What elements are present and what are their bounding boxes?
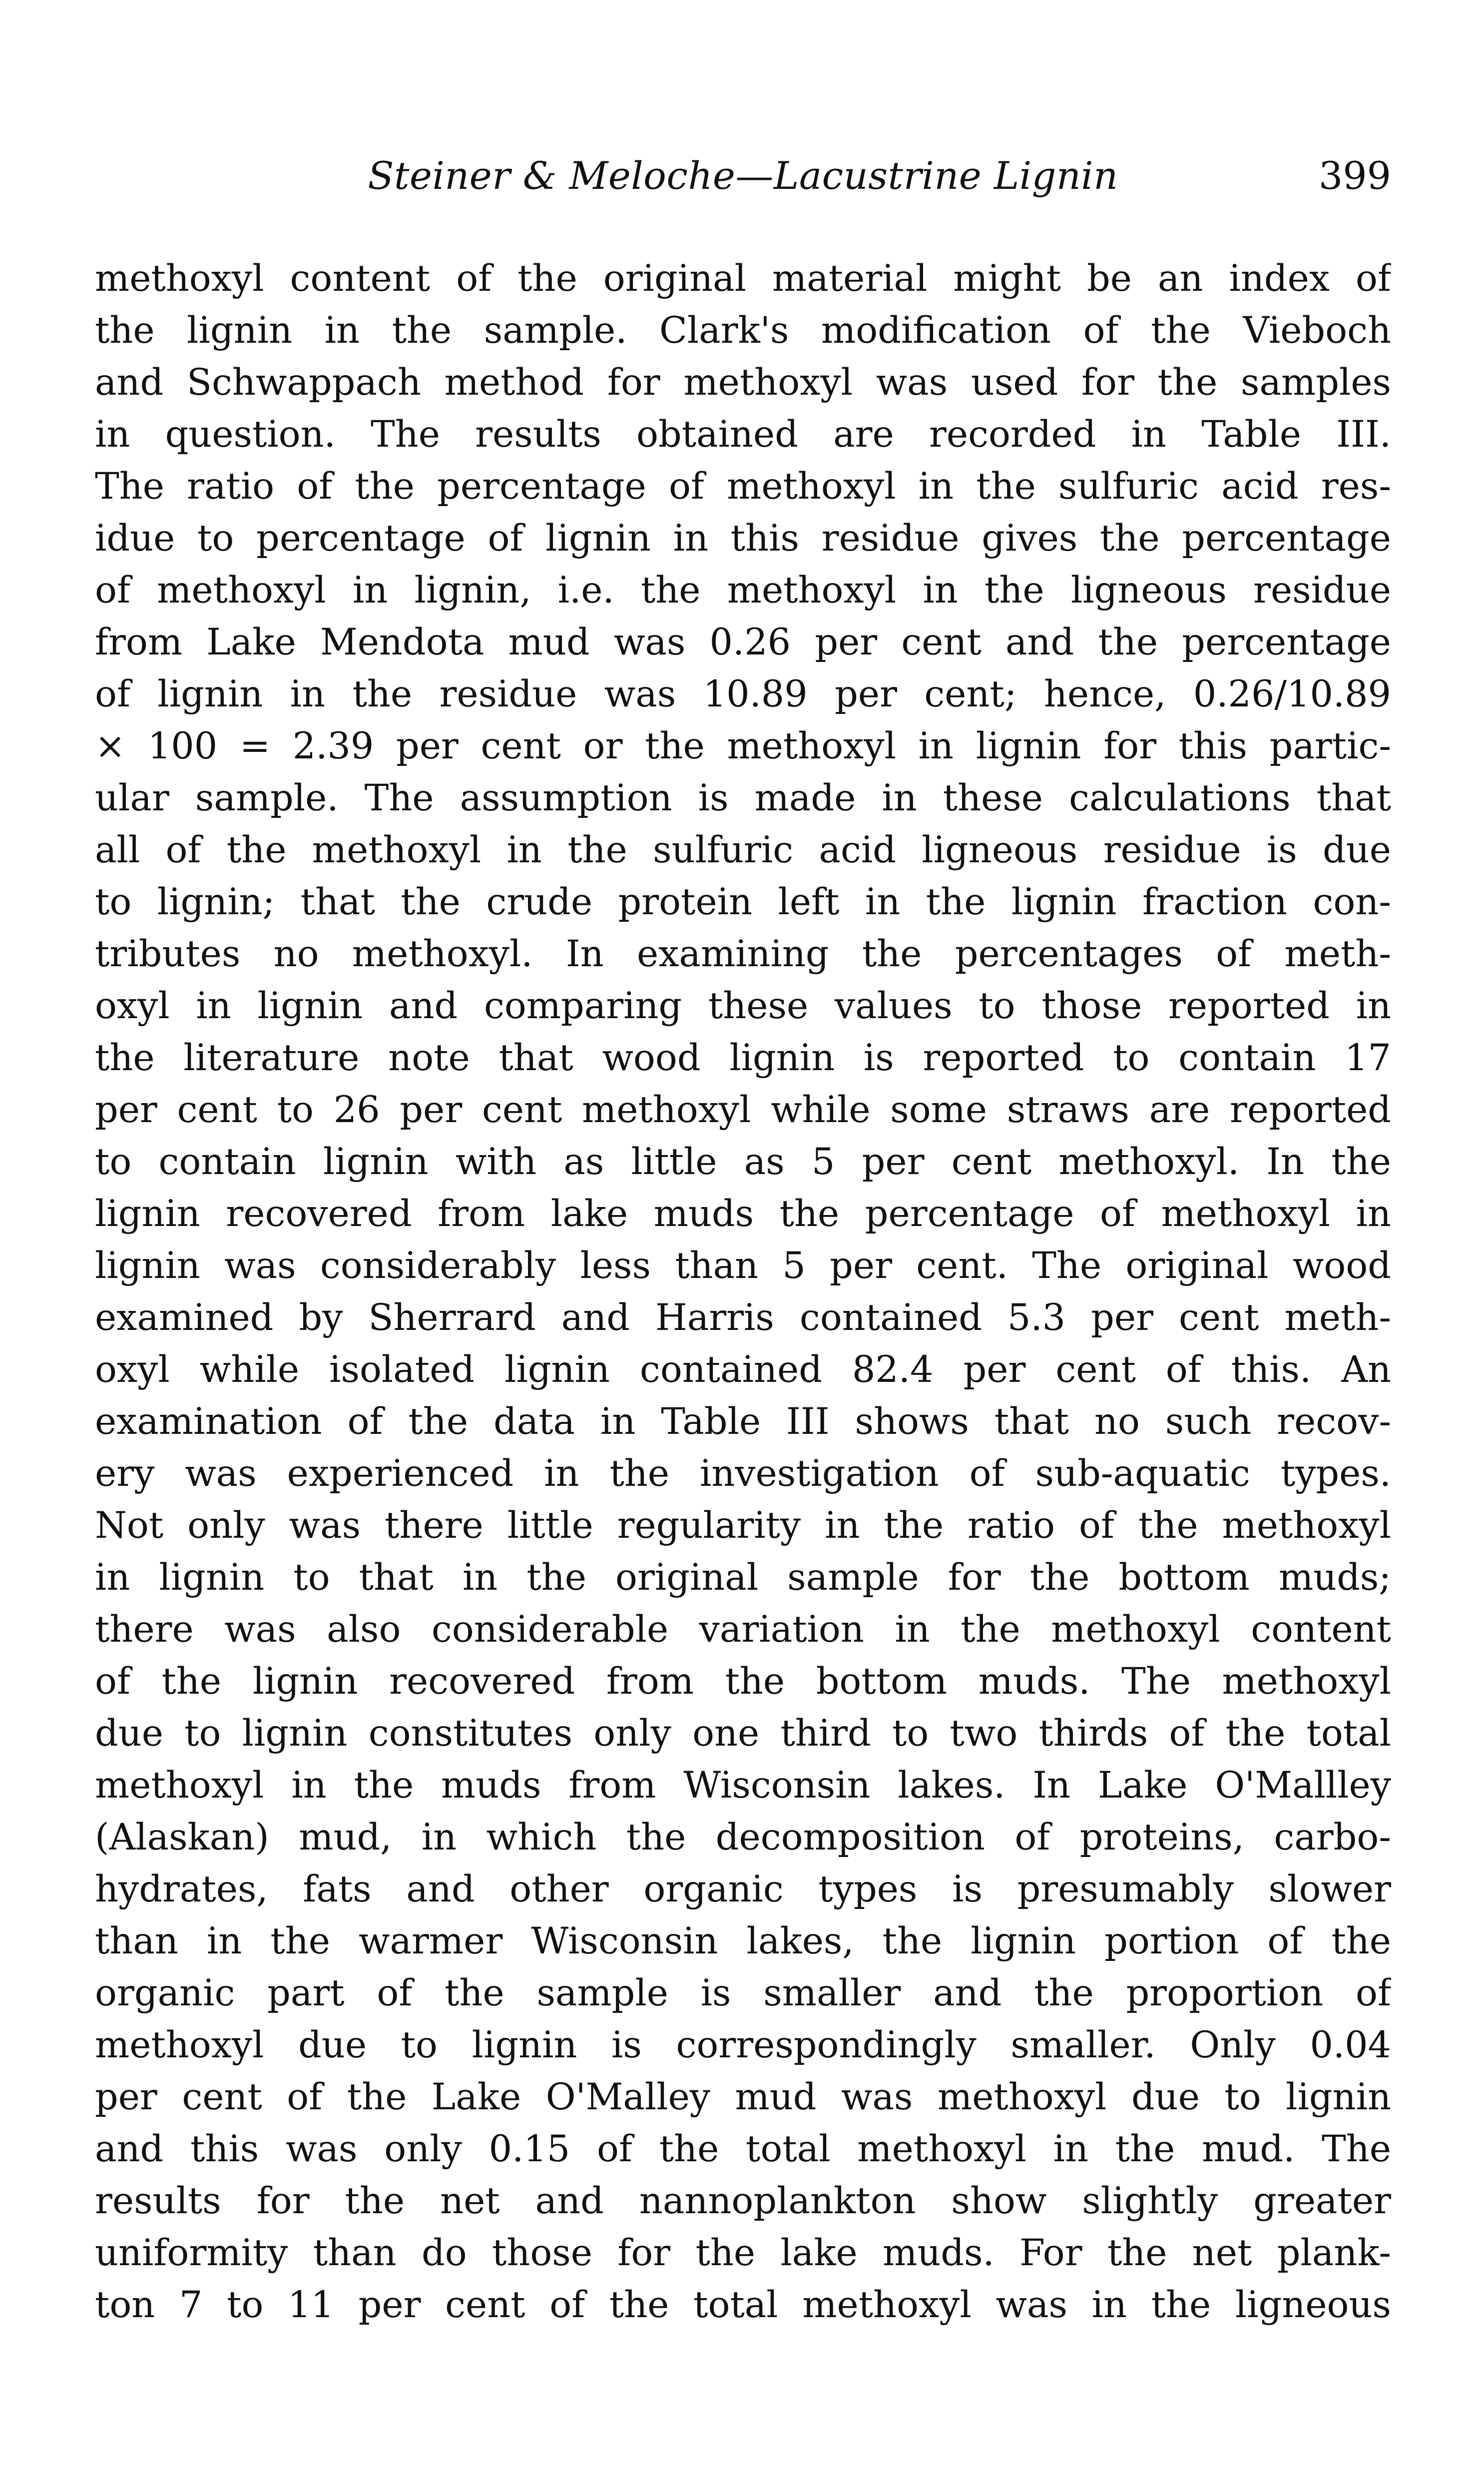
text-line: per cent to 26 per cent methoxyl while some straws are reported xyxy=(95,1089,1391,1131)
text-line: in question. The results obtained are recorded in Table III. xyxy=(95,413,1391,456)
body-text xyxy=(95,253,1391,2331)
text-line: methoxyl due to lignin is correspondingly smaller. Only 0.04 xyxy=(95,2024,1391,2066)
text-line: from Lake Mendota mud was 0.26 per cent and the percentage xyxy=(95,621,1391,663)
text-line: The ratio of the percentage of methoxyl in the sulfuric acid res- xyxy=(95,465,1391,508)
page-number: 399 xyxy=(1318,153,1391,198)
text-line: examination of the data in Table III shows that no such recov- xyxy=(95,1400,1391,1443)
text-line: tributes no methoxyl. In examining the percentages of meth- xyxy=(95,933,1391,975)
text-line: methoxyl in the muds from Wisconsin lakes. In Lake O'Mallley xyxy=(95,1764,1391,1807)
text-line: lignin was considerably less than 5 per cent. The original wood xyxy=(95,1244,1391,1287)
text-line: examined by Sherrard and Harris contained 5.3 per cent meth- xyxy=(95,1296,1391,1339)
text-line: the lignin in the sample. Clark's modification of the Vieboch xyxy=(95,309,1391,352)
text-line: the literature note that wood lignin is reported to contain 17 xyxy=(95,1037,1391,1079)
text-line: due to lignin constitutes only one third to two thirds of the total xyxy=(95,1712,1391,1755)
running-head xyxy=(95,146,1391,206)
text-line: in lignin to that in the original sample for the bottom muds; xyxy=(95,1556,1391,1599)
text-line: idue to percentage of lignin in this residue gives the percentage xyxy=(95,517,1391,560)
text-line: all of the methoxyl in the sulfuric acid ligneous residue is due xyxy=(95,829,1391,871)
running-title: Steiner & Meloche—Lacustrine Lignin xyxy=(368,153,1118,198)
text-line: ton 7 to 11 per cent of the total methoxyl was in the ligneous xyxy=(95,2284,1391,2326)
text-line: than in the warmer Wisconsin lakes, the lignin portion of the xyxy=(95,1920,1391,1962)
text-line: uniformity than do those for the lake muds. For the net plank- xyxy=(95,2232,1391,2274)
text-line: and Schwappach method for methoxyl was used for the samples xyxy=(95,361,1391,404)
text-line: methoxyl content of the original material might be an index of xyxy=(95,257,1391,300)
text-line: oxyl in lignin and comparing these values to those reported in xyxy=(95,985,1391,1027)
text-line: of methoxyl in lignin, i.e. the methoxyl in the ligneous residue xyxy=(95,569,1391,612)
text-line: × 100 = 2.39 per cent or the methoxyl in lignin for this partic- xyxy=(95,725,1391,767)
text-line: oxyl while isolated lignin contained 82.4 per cent of this. An xyxy=(95,1348,1391,1391)
text-line: to contain lignin with as little as 5 per cent methoxyl. In the xyxy=(95,1141,1391,1183)
text-line: (Alaskan) mud, in which the decomposition of proteins, carbo- xyxy=(95,1816,1391,1859)
text-line: to lignin; that the crude protein left in the lignin fraction con- xyxy=(95,881,1391,923)
text-line: Not only was there little regularity in the ratio of the methoxyl xyxy=(95,1504,1391,1547)
text-line: ular sample. The assumption is made in these calculations that xyxy=(95,777,1391,819)
text-line: per cent of the Lake O'Malley mud was methoxyl due to lignin xyxy=(95,2076,1391,2118)
text-line: results for the net and nannoplankton show slightly greater xyxy=(95,2180,1391,2222)
text-line: of lignin in the residue was 10.89 per cent; hence, 0.26/10.89 xyxy=(95,673,1391,715)
text-line: of the lignin recovered from the bottom muds. The methoxyl xyxy=(95,1660,1391,1703)
text-line: organic part of the sample is smaller and the proportion of xyxy=(95,1972,1391,2014)
text-line: ery was experienced in the investigation of sub-aquatic types. xyxy=(95,1452,1391,1495)
text-line: there was also considerable variation in the methoxyl content xyxy=(95,1608,1391,1651)
text-line: lignin recovered from lake muds the percentage of methoxyl in xyxy=(95,1193,1391,1235)
text-line: and this was only 0.15 of the total methoxyl in the mud. The xyxy=(95,2128,1391,2170)
text-line: hydrates, fats and other organic types is presumably slower xyxy=(95,1868,1391,1910)
